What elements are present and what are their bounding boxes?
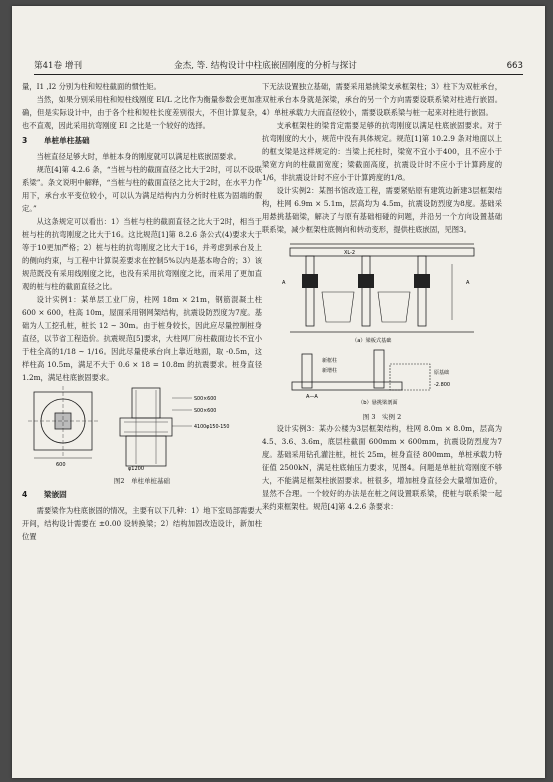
paragraph: 当然，如果分别采用柱和短柱线刚度 EI/L 之比作为衡量参数会更加准确，但是实际设计中，由于各个柱和短柱长度差别很大，不但计算复杂，也不直观，因此采用抗弯刚度 EI 之比是一个较好的选择。 [22,95,262,130]
article-title: 金杰, 等. 结构设计中柱底嵌固刚度的分析与探讨 [174,61,357,71]
section-number: 4 [22,490,28,499]
beam-xl2 [290,248,474,256]
column-section [55,413,71,429]
page-number: 663 [506,61,523,71]
annotation: S00×600 [194,409,217,414]
right-column [262,80,502,513]
figure-caption: 图2 单柱单桩基础 [113,477,171,485]
cantilever-beam [292,382,402,390]
section-label: A—A [306,394,318,400]
label: 原基础 [434,370,450,376]
footing-outline [322,292,354,322]
section-number: 3 [22,136,28,145]
elevation-label: -2.800 [434,382,451,388]
journal-volume: 第41卷 增刊 [34,61,83,71]
pile-shaft [126,436,166,466]
annotation: S00×600 [194,397,217,402]
paragraph: 设计实例3：某办公楼为3层框架结构，柱网 8.0m × 8.0m，层高为 4.5、3.6、3.6m，底层柱截面 600mm × 600mm，抗震设防烈度为7度。基础采用钻孔灌注桩，桩长 25m，桩身直径 800mm，单桩承载力特征值 2500kN，满足柱底轴压力要求，见图4。问题是单桩抗弯刚度不够大，不能满足框架柱嵌固要求。桩很多，增加桩身直径会大量增加造价，显然不合理。一个较好的办法是在桩之间设置联系梁，使桩与联系梁一起来约束框架柱。规范[4]第 4.2.6 条要求： [262,424,502,511]
cantilever-beam-drawing [262,236,502,408]
paragraph: 从这条规定可以看出：1）当桩与柱的截面直径之比大于2时，相当于桩与柱的抗弯刚度之比大于16。这比规范[1]第 8.2.6 条公式(4)要求大于等于10更加严格；2）桩与柱的抗弯刚度之比大于16，并考虑到承台及上的侧向约束，与工程中计算误差要求在控制5%以内是基本吻合的；3）该规范既没有采用线刚度之比，也没有采用抗弯刚度之比，而采用了更加直观的桩与柱的截面直径之比。 [22,217,262,291]
figure-2 [22,384,262,486]
pile-dia-label: φ1200 [128,466,145,472]
paragraph: 下无法设置独立基础，需要采用悬挑梁支承框架柱；3）柱下为双桩承台，双桩承台本身就是深梁，承台的另一个方向需要设联系梁对柱进行嵌固。4）单桩承载力大而直径较小，需要设联系梁与桩一起来对柱进行嵌固。 [262,82,502,117]
column-mark [414,274,430,288]
section-title: 梁嵌固 [44,490,67,499]
pile-cap-elevation [120,418,172,436]
new-column [302,354,312,388]
column-mark [358,274,374,288]
section-heading [22,134,262,148]
annotation: 4100φ150-150 [194,425,230,430]
beam-label: XL-2 [344,250,356,256]
section-mark: A [282,280,286,286]
paragraph: 当桩直径足够大时，单桩本身的刚度就可以满足柱底嵌固要求。 [36,152,241,161]
dim-label: 600 [56,462,66,468]
left-column [22,80,262,543]
paragraph: 需要梁作为柱底嵌固的情况，主要有以下几种：1）地下室局部需要大开间，结构设计需要在 ±0.00 设转换梁；2）结构加固改造设计，新加柱位置 [22,506,262,541]
section-title: 单桩单柱基础 [44,136,90,145]
subcaption: （b）悬挑梁剖面 [358,400,398,406]
footing-outline [378,292,410,322]
subcaption: （a）梁板式基础 [352,338,392,344]
label: 新增柱 [322,368,338,374]
paragraph: 支承框架柱的梁肯定需要足够的抗弯刚度以满足柱底嵌固要求。对于抗弯刚度的大小，规范中没有具体规定。规范[1]第 10.2.9 条对地面以上的框支梁是这样规定的：当梁上托柱时，梁宽不宜小于400，且不应小于梁宽方向的柱截面宽度；梁截面高度，抗震设计时不应小于计算跨度的1/6，非抗震设计时不应小于计算跨度的1/8。 [262,121,502,182]
section-heading [22,488,262,502]
column-mark [302,274,318,288]
paragraph: 设计实例1：某单层工业厂房，柱网 18m × 21m，钢筋混凝土柱 600 × 600，柱高 10m，屋面采用钢网架结构，抗震设防烈度为7度。基础为人工挖孔桩，桩长 12 ~ 30m。由于桩身较长，因此应尽量控制桩身直径，以节省工程造价。抗震规范[5]要求，大柱网厂房柱截面边长不宜小于柱全高的1/18 ~ 1/16。因此尽量使承台向上靠近地面，取 -0.5m，这样柱高 10.5m，满足不大于 0.6 × 18 = 10.8m 的抗震要求。桩身直径 1.2m，满足柱底嵌固要求。 [22,295,262,382]
existing-foundation [390,364,430,390]
pile-foundation-drawing [22,384,262,472]
paragraph: 量，I1 ,I2 分别为柱和短柱截面的惯性矩。 [22,82,161,91]
section-mark: A [466,280,470,286]
paragraph: 设计实例2：某图书馆改造工程，需要紧贴原有建筑边新建3层框架结构，柱网 6.9m × 5.1m，层高均为 4.5m，抗震设防烈度为8度。基础采用悬挑基础梁，解决了与原有基础相碰的问题，并沿另一个方向设置基础联系梁，减少框架柱底侧向和转动变形，提供柱底嵌固，见图3。 [262,186,502,234]
figure-caption: 图 3 实例 2 [362,413,402,421]
figure-3 [262,236,502,422]
running-header [34,58,523,75]
label: 新框柱 [322,358,338,364]
paragraph: 规范[4]第 4.2.6 条，“当桩与柱的截面直径之比大于2时，可以不设联系梁”。条文说明中解释，“当桩与柱的截面直径之比大于2时，在水平力作用下，承台水平变位较小，可以认为满足结构内力分析时柱底为固端的假定。” [22,165,262,213]
